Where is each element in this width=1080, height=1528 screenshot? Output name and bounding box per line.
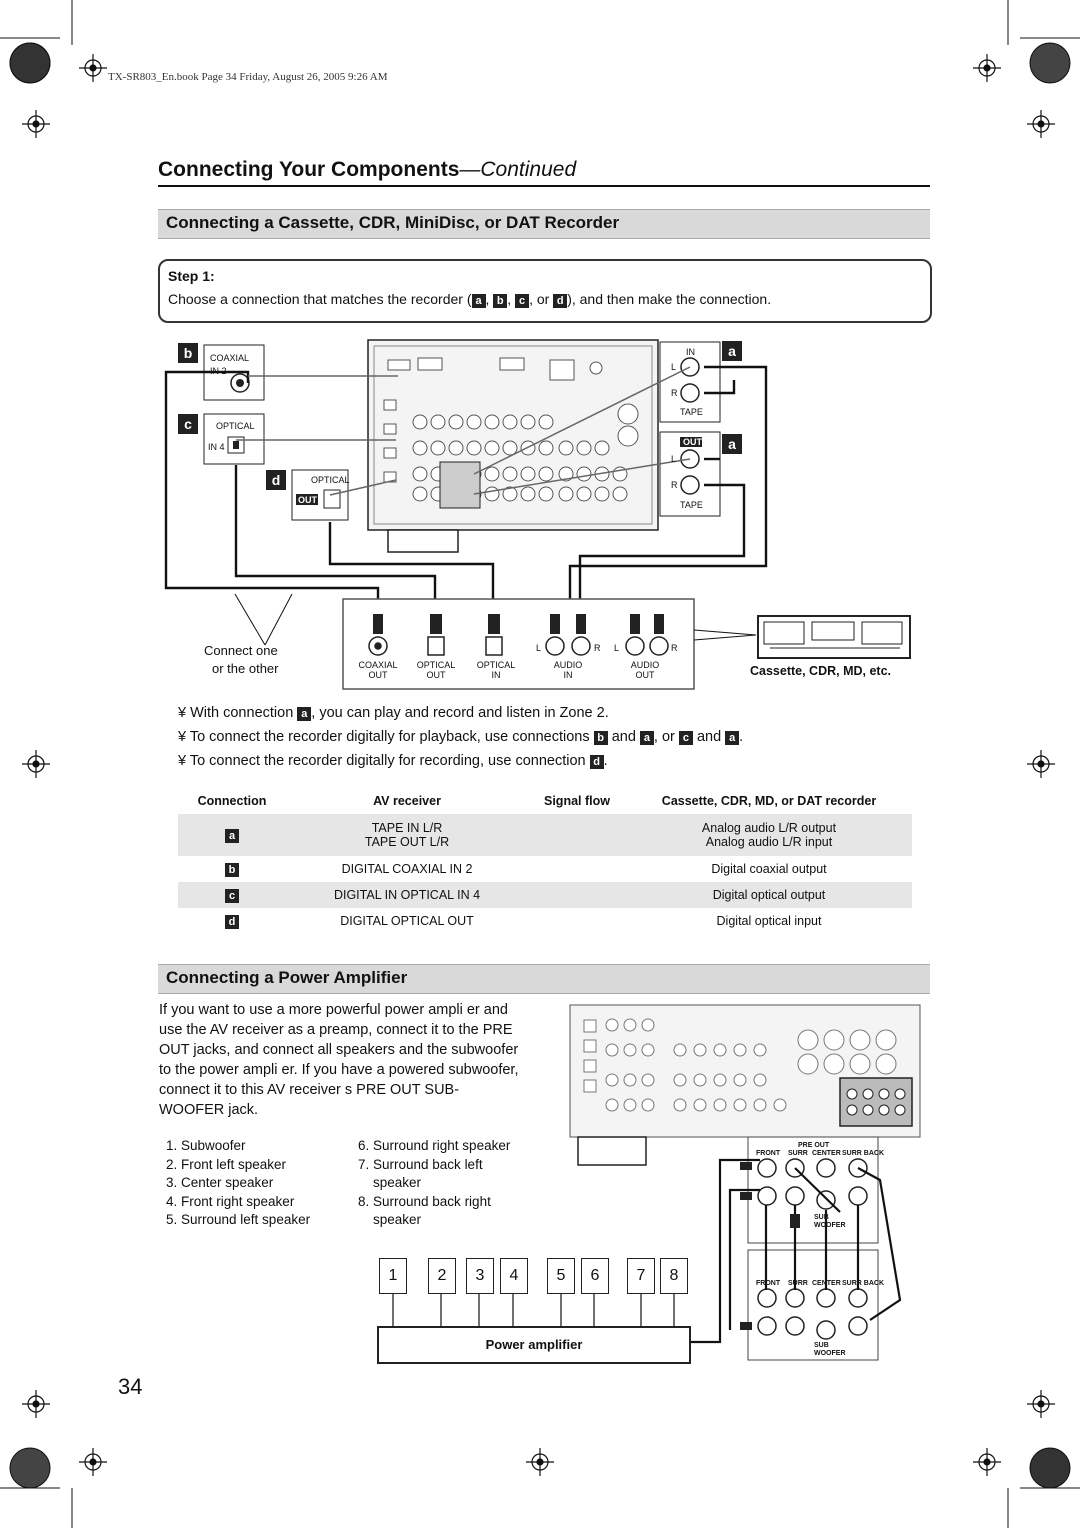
diagram-badge-b: [178, 343, 198, 363]
number-box: 4: [500, 1258, 528, 1294]
diagram-badge-c: [178, 414, 198, 434]
tape-out-r-label: R: [671, 480, 678, 490]
table-cell: DIGITAL OPTICAL OUT: [340, 914, 474, 928]
step-text-after: ), and then make the connection.: [567, 291, 772, 307]
preout-surr: SURR: [788, 1150, 808, 1157]
page-title: [158, 158, 576, 182]
table-cell: [528, 908, 626, 934]
recorder-label: Cassette, CDR, MD, etc.: [750, 664, 892, 678]
book-header-line: TX-SR803_En.book Page 34 Friday, August 26, 2005 9:26 AM: [108, 71, 388, 83]
preout-title: PRE OUT: [798, 1142, 830, 1149]
table-cell: [178, 856, 286, 882]
badge-a: a: [297, 707, 311, 721]
badge-c: c: [225, 889, 239, 903]
step-label: Step 1:: [168, 268, 215, 284]
paragraph-line: use the AV receiver as a preamp, connect it to the PRE: [159, 1022, 513, 1038]
badge-a: a: [640, 731, 654, 745]
badge-a: a: [472, 294, 486, 308]
connect-one-label: Connect one: [204, 643, 278, 658]
table-cell: Digital optical input: [716, 914, 822, 928]
tape-out-tape-label: TAPE: [680, 500, 703, 510]
badge-d: d: [225, 915, 239, 929]
speaker-list-left: [166, 1137, 310, 1230]
table-cell: Digital optical output: [626, 882, 912, 908]
table-row: [178, 908, 912, 934]
table-header: Connection: [197, 794, 267, 808]
receiver-rear-panel: [368, 340, 658, 552]
jack-top: COAXIAL: [358, 660, 398, 670]
table-cell: [626, 814, 912, 856]
bullet-1: ¥ With connection a , you can play and record and listen in Zone 2.: [178, 705, 609, 721]
preout-sub: SUB: [814, 1214, 829, 1221]
preout-center: CENTER: [812, 1280, 841, 1287]
power-amplifier-box: Power amplifier: [377, 1326, 691, 1364]
number-box: 6: [581, 1258, 609, 1294]
jack-top: OPTICAL: [416, 660, 456, 670]
preout-surr: SURR: [788, 1280, 808, 1287]
tape-in-r-label: R: [671, 388, 678, 398]
jack-label: [538, 660, 598, 680]
table-cell: [178, 882, 286, 908]
list-item: 3. Center speaker: [166, 1175, 274, 1190]
list-item: 7. Surround back left: [358, 1156, 483, 1172]
optical-out-label: OPTICAL: [311, 475, 350, 485]
diagram-badge-d: [266, 470, 286, 490]
tape-in-l-label: L: [671, 362, 677, 372]
table-header: Cassette, CDR, MD, or DAT recorder: [661, 794, 877, 808]
cassette-deck-icon: [758, 616, 910, 658]
badge-a: a: [722, 434, 742, 454]
cell-text: Analog audio L/R output: [701, 821, 837, 835]
table-cell: [528, 814, 626, 856]
bullet-3: ¥ To connect the recorder digitally for recording, use connection d .: [178, 753, 608, 769]
bullet-text: To connect the recorder digitally for playback, use connections: [189, 729, 590, 745]
list-item: 2. Front left speaker: [166, 1156, 287, 1172]
step-text-before: Choose a connection that matches the recorder (: [168, 291, 472, 307]
jack-l-label: L: [536, 643, 542, 653]
bullet-2: ¥ To connect the recorder digitally for playback, use connections b and a , or c and a .: [178, 729, 744, 745]
table-row: [178, 856, 912, 882]
badge-d: d: [590, 755, 604, 769]
preout-woofer: WOOFER: [814, 1350, 846, 1357]
badge-c: c: [515, 294, 529, 308]
bullet-text: , you can play and record and listen in Zone 2.: [311, 705, 609, 721]
bullet-text: With connection: [190, 705, 294, 721]
badge-b: b: [225, 863, 239, 877]
table-cell: Digital coaxial output: [711, 862, 827, 876]
table-cell: [286, 814, 528, 856]
page-title-main: Connecting Your Components: [158, 158, 460, 181]
bullet-text: .: [603, 753, 608, 769]
diagram-badge-a-in: [722, 341, 742, 361]
table-cell: [178, 908, 286, 934]
badge-c: c: [679, 731, 693, 745]
jack-bottom: OUT: [635, 670, 655, 680]
jack-label: [406, 660, 466, 680]
badge-d: d: [266, 470, 286, 490]
diagram-badge-a-out: [722, 434, 742, 454]
badge-b: b: [594, 731, 608, 745]
list-item: 1. Subwoofer: [166, 1138, 246, 1153]
cell-text: TAPE IN L/R: [371, 821, 443, 835]
paragraph-line: WOOFER jack.: [159, 1102, 259, 1118]
preout-sub: SUB: [814, 1342, 829, 1349]
badge-a: a: [725, 731, 739, 745]
step-text: [168, 289, 771, 309]
jack-bottom: OUT: [426, 670, 446, 680]
optical-label: OPTICAL: [216, 421, 255, 431]
table-header-row: [178, 788, 912, 814]
power-amp-paragraph: [159, 1000, 519, 1120]
connection-table: [178, 788, 912, 934]
table-cell: DIGITAL COAXIAL IN 2: [341, 862, 473, 876]
or-the-other-label: or the other: [212, 661, 279, 676]
table-cell: [528, 882, 626, 908]
jack-bottom: OUT: [368, 670, 388, 680]
in4-label: IN 4: [208, 442, 225, 452]
badge-a: a: [722, 341, 742, 361]
table-header: Signal flow: [544, 794, 610, 808]
step-sep: ,: [507, 291, 512, 307]
preout-surr-back: SURR BACK: [842, 1280, 884, 1287]
number-box: 1: [379, 1258, 407, 1294]
out-label: OUT: [298, 495, 317, 505]
preout-front: FRONT: [756, 1150, 781, 1157]
paragraph-line: to the power ampli er. If you have a powered subwoofer,: [159, 1062, 519, 1078]
bullet-text: and: [611, 729, 636, 745]
table-header: AV receiver: [373, 794, 441, 808]
bullet-text: To connect the recorder digitally for recording, use connection: [189, 753, 586, 769]
list-item: 4. Front right speaker: [166, 1193, 295, 1209]
title-rule: [158, 185, 930, 187]
jack-l-label: L: [614, 643, 620, 653]
jack-top: OPTICAL: [476, 660, 516, 670]
badge-b: b: [493, 294, 507, 308]
jack-top: AUDIO: [553, 660, 583, 670]
coaxial-label: COAXIAL: [210, 353, 250, 363]
paragraph-line: connect it to this AV receiver s PRE OUT SUB-: [159, 1082, 460, 1098]
paragraph-line: If you want to use a more powerful power ampli er and: [159, 1002, 508, 1018]
list-item: 5. Surround left speaker: [166, 1212, 311, 1227]
table-cell: [178, 814, 286, 856]
jack-r-label: R: [671, 643, 678, 653]
list-item: 8. Surround back right: [358, 1193, 491, 1209]
number-box: 3: [466, 1258, 494, 1294]
bullet-text: .: [739, 729, 744, 745]
jack-r-label: R: [594, 643, 601, 653]
page-title-continued: —Continued: [459, 158, 577, 181]
badge-d: d: [553, 294, 567, 308]
preout-center: CENTER: [812, 1150, 841, 1157]
number-box: 8: [660, 1258, 688, 1294]
preout-surr-back: SURR BACK: [842, 1150, 884, 1157]
list-item: speaker: [373, 1212, 422, 1227]
tape-in-tape-label: TAPE: [680, 407, 703, 417]
table-row: [178, 814, 912, 856]
jack-label: [348, 660, 408, 680]
preout-woofer: WOOFER: [814, 1222, 846, 1229]
paragraph-line: OUT jacks, and connect all speakers and the subwoofer: [159, 1042, 519, 1058]
jack-top: AUDIO: [630, 660, 660, 670]
jack-label: [615, 660, 675, 680]
list-item: speaker: [373, 1175, 422, 1190]
jack-bottom: IN: [491, 670, 501, 680]
jack-label: [466, 660, 526, 680]
cell-text: TAPE OUT L/R: [364, 835, 450, 849]
in2-label: IN 2: [210, 366, 227, 376]
table-cell: DIGITAL IN OPTICAL IN 4: [286, 882, 528, 908]
number-box: 2: [428, 1258, 456, 1294]
step-sep: ,: [485, 291, 490, 307]
badge-b: b: [178, 343, 198, 363]
jack-bottom: IN: [563, 670, 573, 680]
tape-out-l-label: L: [671, 454, 677, 464]
number-box: 7: [627, 1258, 655, 1294]
number-box: 5: [547, 1258, 575, 1294]
section-title-power-amp: Connecting a Power Amplifier: [166, 968, 408, 987]
list-item: 6. Surround right speaker: [358, 1138, 511, 1153]
badge-c: c: [178, 414, 198, 434]
preout-front: FRONT: [756, 1280, 781, 1287]
cell-text: Analog audio L/R input: [705, 835, 833, 849]
step-sep: , or: [529, 291, 550, 307]
tape-out-label: OUT: [683, 437, 702, 447]
tape-in-label: IN: [686, 347, 695, 357]
table-row: [178, 882, 912, 908]
bullet-text: , or: [653, 729, 675, 745]
section-title-recorder: Connecting a Cassette, CDR, MiniDisc, or DAT Recorder: [166, 213, 620, 232]
table-cell: [528, 856, 626, 882]
bullet-text: and: [696, 729, 722, 745]
badge-a: a: [225, 829, 239, 843]
page-number: 34: [118, 1374, 143, 1399]
